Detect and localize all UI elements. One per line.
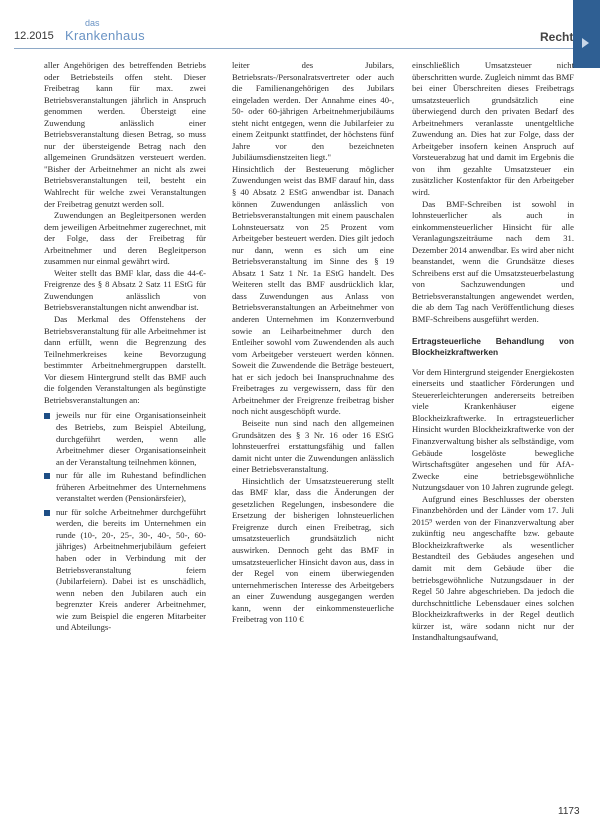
text-column-2: [232, 60, 394, 626]
subheading: Ertragsteuerliche Behandlung von Blockheizkraftwerken: [412, 335, 574, 358]
paragraph: Das BMF-Schreiben ist sowohl in lohnsteuerlicher als auch in einkommensteuerlicher Hinsicht für alle Veranlagungszeiträume nach dem 31. Dezember 2014 anwendbar. Es wird aber nicht beanstandet, wenn die Grundsätze dieses Schreibens erst auf die Umsatzsteuerbelastung von Sachzuwendungen und Betriebsveranstaltungen angewendet werden, die ab dem Tag nach Veröffentlichung dieses BMF-Schreibens ausgeführt werden.: [412, 198, 574, 325]
paragraph: Hinsichtlich der Besteuerung möglicher Zuwendungen weist das BMF darauf hin, dass § 40 Absatz 2 EStG anwendbar ist. Danach können Zuwendungen anlässlich von Betriebsveranstaltungen mit einem pauschalen Lohnsteuersatz von 25 Prozent vom Arbeitgeber besteuert werden. Dies gilt jedoch nur dann, wenn es sich um eine Betriebsveranstaltung im Sinne des § 19 Absatz 1 Satz 1 Nr. 1a EStG handelt. Des Weiteren stellt das BMF ausdrücklich klar, dass Zuwendungen aus Anlass von Betriebsveranstaltungen an Arbeitnehmer von anderen Unternehmen im Konzernverbund sowie an Leiharbeitnehmer durch den Entleiher sowohl vom Zuwendenden als auch vom Arbeitgeber versteuert werden können. Soweit die Zuwendende die Beträge besteuert, hat er sich jedoch bei Inanspruchnahme des Freibetrages zu vergewissern, dass für den Arbeitnehmer der Freigrenze freibetrag bisher noch nicht ausgeschöpft wurde.: [232, 163, 394, 417]
paragraph: Weiter stellt das BMF klar, dass die 44-€-Freigrenze des § 8 Absatz 2 Satz 11 EStG für Zuwendungen anlässlich von Betriebsveranstaltungen nicht anwendbar ist.: [44, 267, 206, 313]
paragraph: leiter des Jubilars, Betriebsrats-/Personalratsvertreter oder auch die Familienangehörigen des Jubilars eingeladen werden. Der Annahme eines 40-, 50- oder 60-jährigen Arbeitnehmerjubiläums steht nicht entgegen, wenn die Jubilarfeier zu einem Zeitpunkt stattfindet, der höchstens fünf Jahre vor den bezeichneten Jubiläumsdienstzeiten liegt.": [232, 60, 394, 163]
paragraph: Beiseite nun sind nach den allgemeinen Grundsätzen des § 3 Nr. 16 oder 16 EStG lohnsteuerfrei erstattungsfähig und fallen damit nicht unter die Zuwendungen anlässlich einer Betriebsveranstaltung.: [232, 417, 394, 475]
logo-prefix: das: [85, 18, 100, 28]
page-header: [0, 0, 600, 50]
text-column-1: [44, 60, 206, 636]
paragraph: Zuwendungen an Begleitpersonen werden dem jeweiligen Arbeitnehmer zugerechnet, mit der Folge, dass der Freibetrag für Arbeitnehmer und deren Begleitperson zusammen nur einmal gewährt wird.: [44, 210, 206, 267]
section-title: Recht: [540, 30, 574, 44]
list-item: nur für alle im Ruhestand befindlichen früheren Arbeitnehmer des Unternehmens veranstaltet werden (Pensionärsfeier),: [44, 470, 206, 505]
paragraph: aller Angehörigen des betreffenden Betriebs oder Betriebsteils offen steht. Dieser Freibetrag kann für max. zwei Betriebsveranstaltungen jährlich in Anspruch genommen werden. Übersteigt eine Zuwendung anlässlich einer Betriebsveranstaltung diesen Betrag, so muss nur der übersteigende Betrag nach den allgemeinen Grundsätzen versteuert werden. "Bisher der Arbeitnehmer an nicht als zwei Betriebsveranstaltungen teil, besteht ein Wahlrecht für welche zwei Veranstaltungen der Freibetrag genutzt werden soll.: [44, 60, 206, 209]
logo-title: Krankenhaus: [65, 28, 145, 43]
paragraph: Das Merkmal des Offenstehens der Betriebsveranstaltung für alle Arbeitnehmer ist dann erfüllt, wenn die Begrenzung des Teilnehmerkreises keine Bevorzugung bestimmter Arbeitnehmergruppen darstellt. Vor diesem Hintergrund stellt das BMF auch die folgenden Veranstaltungen als begünstigte Betriebsveranstaltungen an:: [44, 314, 206, 405]
paragraph: einschließlich Umsatzsteuer nicht überschritten wurde. Zugleich nimmt das BMF bei einer Überschreiten dieses Freibetrags umsatzsteuerlich grundsätzlich eine überwiegend durch den privaten Bedarf des Arbeitnehmers veranlasste unentgeltliche Zuwendung an. Dies hat zur Folge, dass der Arbeitgeber insofern keinen Anspruch auf Vorsteuerabzug hat und damit im Ergebnis die von ihm gezahlte Umsatzsteuer ein zusätzlicher Kostenfaktor für den Arbeitgeber wird.: [412, 60, 574, 198]
issue-date: 12.2015: [14, 30, 54, 42]
list-item: jeweils nur für eine Organisationseinheit des Betriebs, zum Beispiel Abteilung, durchgeführt werden, wenn alle Arbeitnehmer dieser Organisationseinheit an der Veranstaltung teilnehmen können,: [44, 410, 206, 468]
page-number: 1173: [558, 806, 580, 817]
text-column-3: [412, 60, 574, 644]
section-tab-marker: [573, 0, 600, 68]
list-item: nur für solche Arbeitnehmer durchgeführt werden, die bereits im Unternehmen ein runde (10-, 20-, 25-, 30-, 40-, 50-, 60-jähriges) Arbeitnehmerjubiläum gefeiert haben oder in Verbindung mit der Betriebsveranstaltung feiern (Jubilarfeiern). Dabei ist es unschädlich, wenn neben den Jubilaren auch ein begrenzter Kreis anderer Arbeitnehmer, wie zum Beispiel die engeren Mitarbeiter und Abteilungs-: [44, 507, 206, 634]
paragraph: Vor dem Hintergrund steigender Energiekosten einerseits und staatlicher Förderungen und Steuererleichterungen andererseits betreiben viele Krankenhäuser eigene Blockheizkraftwerke. In ertragsteuerlicher Hinsicht wurden Blockheizkraftwerke von der Finanzverwaltung bisher als selbständige, vom Gebäude losgelöste bewegliche Wirtschaftsgüter angesehen und für AfA-Zwecke eine betriebsgewöhnliche Nutzungsdauer von 10 Jahren zugrunde gelegt.: [412, 366, 574, 493]
paragraph: Aufgrund eines Beschlusses der obersten Finanzbehörden und der Länder vom 17. Juli 2015⁹ werden von der Finanzverwaltung aber zukünftig neu angeschaffte bzw. gebaute Blockheizkraftwerke als wesentlicher Bestandteil des Gebäudes angesehen und damit mit dem Gebäude über die betriebsgewöhnliche Nutzungsdauer in der Regel 50 Jahre abgeschrieben. Da jedoch die durchschnittliche Lebensdauer eines solchen Blockheizkraftwerks in der Regel deutlich kürzer ist, wäre sodann nicht nur der Instandhaltungsaufwand,: [412, 493, 574, 643]
paragraph: Hinsichtlich der Umsatzsteuererung stellt das BMF klar, dass die Änderungen der gesetzlichen Regelungen, insbesondere die Ersetzung der bisherigen lohnsteuerlichen Freigrenze durch einen Freibetrag, sich umsatzsteuerlich grundsätzlich nicht auswirken. Dennoch geht das BMF in umsatzsteuerlicher Hinsicht davon aus, dass in der Regel von einem überwiegenden unternehmerischen Interesse des Arbeitgebers an einer Zuwendung ausgegangen werden kann, wenn der einkommensteuerliche Freibetrag von 110 €: [232, 475, 394, 625]
header-divider: [14, 48, 573, 49]
bullet-list: [44, 410, 206, 633]
